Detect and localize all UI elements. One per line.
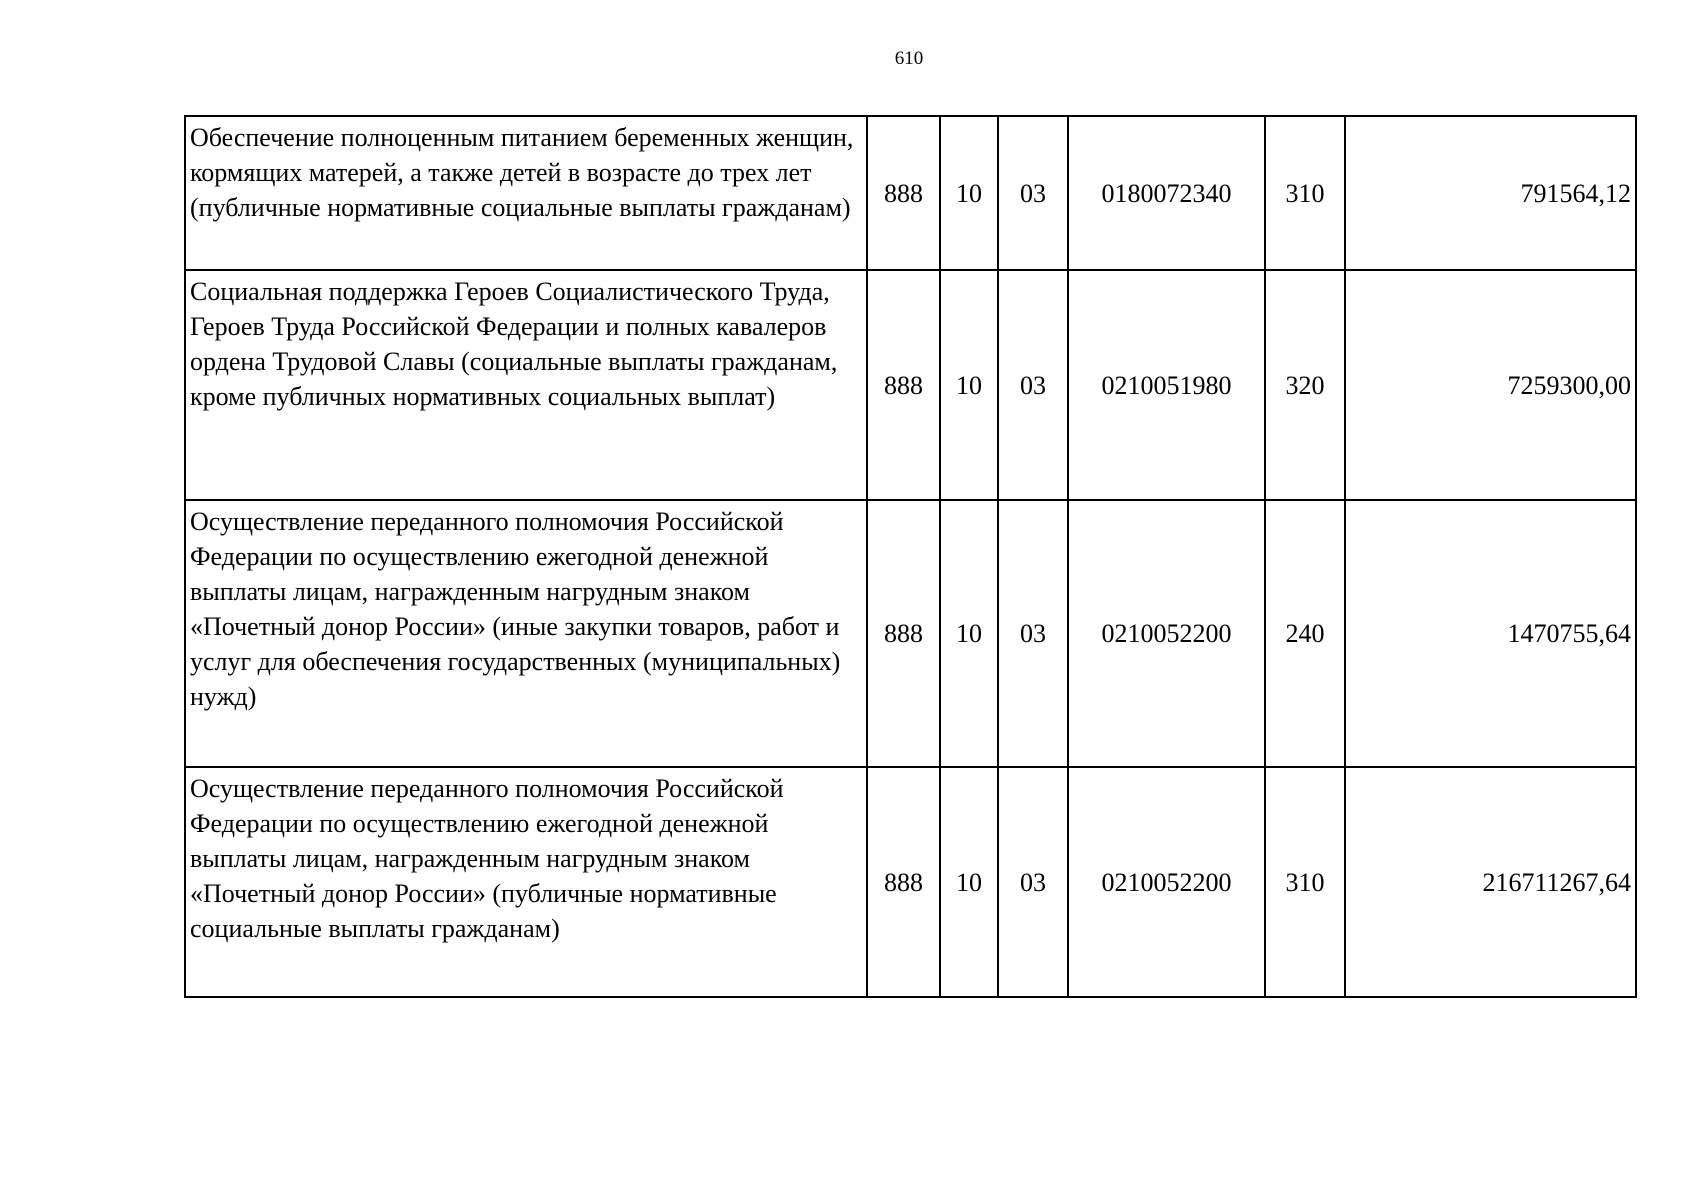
expense-type-code: 240 — [1265, 500, 1345, 767]
subsection-code: 03 — [998, 500, 1068, 767]
expense-type-code: 310 — [1265, 116, 1345, 270]
target-article-code: 0180072340 — [1068, 116, 1265, 270]
target-article-code: 0210052200 — [1068, 500, 1265, 767]
section-code: 10 — [940, 500, 998, 767]
ministry-code: 888 — [867, 116, 940, 270]
amount-value: 7259300,00 — [1345, 270, 1636, 500]
target-article-code: 0210051980 — [1068, 270, 1265, 500]
subsection-code: 03 — [998, 767, 1068, 997]
amount-value: 791564,12 — [1345, 116, 1636, 270]
amount-value: 1470755,64 — [1345, 500, 1636, 767]
row-description: Осуществление переданного полномочия Российской Федерации по осуществлению ежегодной денежной выплаты лицам, награжденным нагрудным знаком «Почетный донор России» (публичные нормативные социальные выплаты гражданам) — [185, 767, 867, 997]
table-row — [185, 270, 1636, 500]
row-description: Осуществление переданного полномочия Российской Федерации по осуществлению ежегодной денежной выплаты лицам, награжденным нагрудным знаком «Почетный донор России» (иные закупки товаров, работ и услуг для обеспечения государственных (муниципальных) нужд) — [185, 500, 867, 767]
row-description: Обеспечение полноценным питанием беременных женщин, кормящих матерей, а также детей в возрасте до трех лет (публичные нормативные социальные выплаты гражданам) — [185, 116, 867, 270]
target-article-code: 0210052200 — [1068, 767, 1265, 997]
ministry-code: 888 — [867, 500, 940, 767]
section-code: 10 — [940, 767, 998, 997]
section-code: 10 — [940, 270, 998, 500]
amount-value: 216711267,64 — [1345, 767, 1636, 997]
table-row — [185, 116, 1636, 270]
subsection-code: 03 — [998, 116, 1068, 270]
expense-type-code: 320 — [1265, 270, 1345, 500]
table-row — [185, 500, 1636, 767]
subsection-code: 03 — [998, 270, 1068, 500]
budget-table — [184, 115, 1637, 998]
row-description: Социальная поддержка Героев Социалистического Труда, Героев Труда Российской Федерации и полных кавалеров ордена Трудовой Славы (социальные выплаты гражданам, кроме публичных нормативных социальных выплат) — [185, 270, 867, 500]
page-number: 610 — [894, 48, 924, 69]
section-code: 10 — [940, 116, 998, 270]
expense-type-code: 310 — [1265, 767, 1345, 997]
table-row — [185, 767, 1636, 997]
ministry-code: 888 — [867, 270, 940, 500]
ministry-code: 888 — [867, 767, 940, 997]
